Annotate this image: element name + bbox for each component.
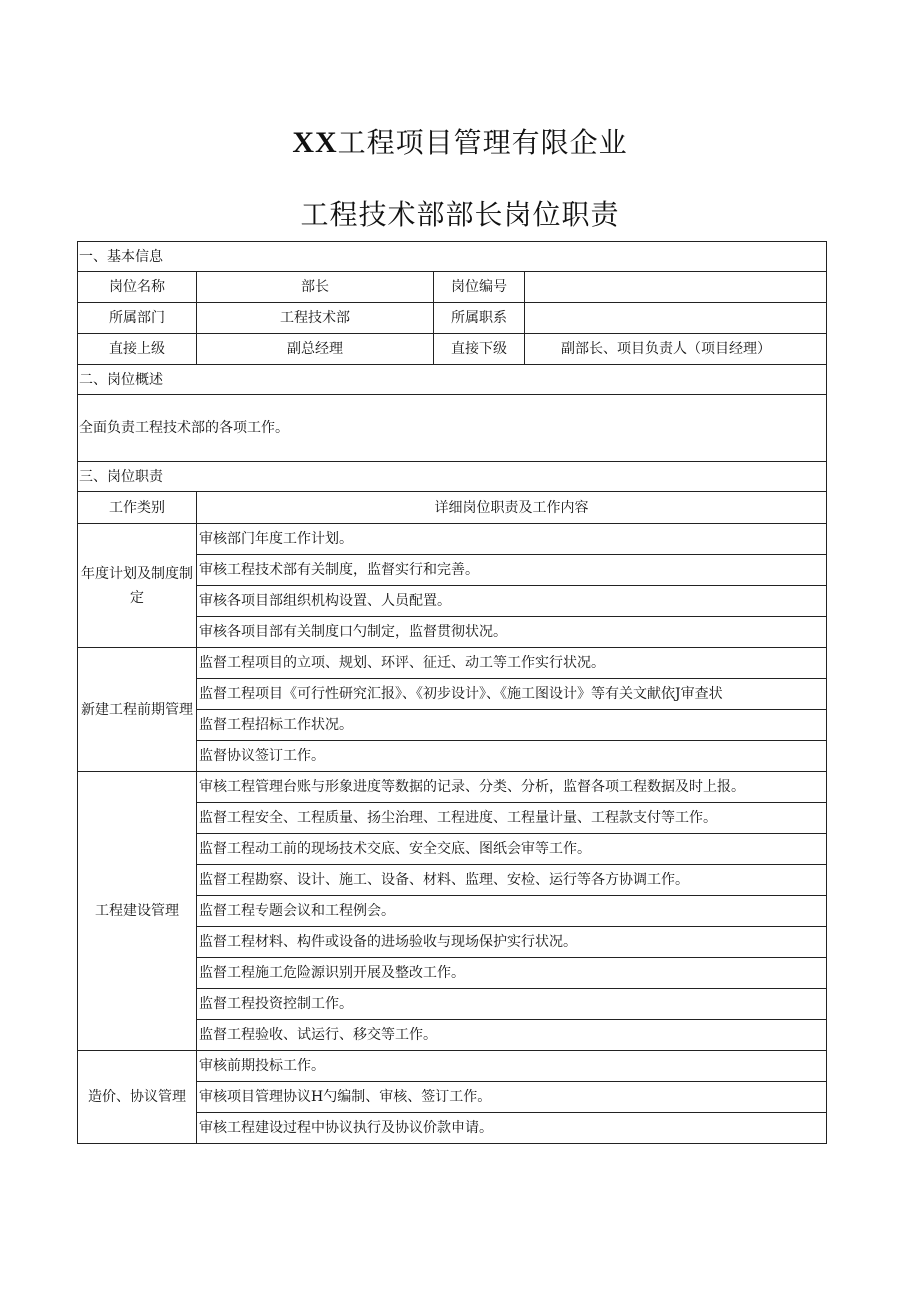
duty-item: 监督工程施工危险源识别开展及整改工作。 — [197, 958, 827, 989]
info-row — [78, 272, 827, 303]
duty-row — [78, 648, 827, 679]
document-subtitle: 工程技术部部长岗位职责 — [300, 198, 620, 231]
duty-row — [78, 524, 827, 555]
duty-item: 监督工程验收、试运行、移交等工作。 — [197, 1020, 827, 1051]
duty-item: 监督工程专题会议和工程例会。 — [197, 896, 827, 927]
duty-item: 审核各项目部组织机构设置、人员配置。 — [197, 586, 827, 617]
info-label: 所属部门 — [78, 303, 197, 334]
info-row — [78, 334, 827, 365]
info-value — [525, 272, 827, 303]
duty-item: 监督工程招标工作状况。 — [197, 710, 827, 741]
overview-text: 全面负责工程技术部的各项工作。 — [78, 395, 827, 462]
duty-item: 审核工程技术部有关制度，监督实行和完善。 — [197, 555, 827, 586]
duty-item: 审核项目管理协议H勺编制、审核、签订工作。 — [197, 1082, 827, 1113]
duty-item: 监督工程勘察、设计、施工、设备、材料、监理、安检、运行等各方协调工作。 — [197, 865, 827, 896]
company-title-prefix: XX — [292, 126, 338, 159]
duty-category: 造价、协议管理 — [78, 1051, 197, 1144]
duty-category: 新建工程前期管理 — [78, 648, 197, 772]
duty-item: 监督工程材料、构件或设备的进场验收与现场保护实行状况。 — [197, 927, 827, 958]
duty-row — [78, 1051, 827, 1082]
col-header-duties: 详细岗位职责及工作内容 — [197, 492, 827, 524]
duty-row — [78, 772, 827, 803]
section-duties: 三、岗位职责 — [78, 462, 827, 492]
duty-item: 监督工程安全、工程质量、扬尘治理、工程进度、工程量计量、工程款支付等工作。 — [197, 803, 827, 834]
info-label: 直接下级 — [434, 334, 525, 365]
info-value — [525, 303, 827, 334]
duty-header-row — [78, 492, 827, 524]
info-value: 副总经理 — [197, 334, 434, 365]
info-value: 部长 — [197, 272, 434, 303]
duty-item: 审核前期投标工作。 — [197, 1051, 827, 1082]
info-row — [78, 303, 827, 334]
duty-item: 审核各项目部有关制度口勺制定，监督贯彻状况。 — [197, 617, 827, 648]
section-overview: 二、岗位概述 — [78, 365, 827, 395]
info-value: 副部长、项目负责人（项目经理） — [525, 334, 827, 365]
job-description-table — [77, 241, 827, 1144]
duty-item: 监督协议签订工作。 — [197, 741, 827, 772]
duty-item: 监督工程投资控制工作。 — [197, 989, 827, 1020]
duty-category: 年度计划及制度制定 — [78, 524, 197, 648]
info-value: 工程技术部 — [197, 303, 434, 334]
info-label: 直接上级 — [78, 334, 197, 365]
duty-category: 工程建设管理 — [78, 772, 197, 1051]
company-title — [0, 121, 920, 161]
info-label: 岗位编号 — [434, 272, 525, 303]
company-title-rest: 工程项目管理有限企业 — [337, 126, 628, 159]
duty-item: 审核工程管理台账与形象进度等数据的记录、分类、分析，监督各项工程数据及时上报。 — [197, 772, 827, 803]
info-label: 所属职系 — [434, 303, 525, 334]
duty-item: 监督工程项目的立项、规划、环评、征迁、动工等工作实行状况。 — [197, 648, 827, 679]
duty-item: 审核工程建设过程中协议执行及协议价款申请。 — [197, 1113, 827, 1144]
col-header-category: 工作类别 — [78, 492, 197, 524]
duty-item: 监督工程项目《可行性研究汇报》、《初步设计》、《施工图设计》等有关文献依J审查状 — [197, 679, 827, 710]
section-basic-info: 一、基本信息 — [78, 242, 827, 272]
info-label: 岗位名称 — [78, 272, 197, 303]
duty-item: 审核部门年度工作计划。 — [197, 524, 827, 555]
duty-item: 监督工程动工前的现场技术交底、安全交底、图纸会审等工作。 — [197, 834, 827, 865]
